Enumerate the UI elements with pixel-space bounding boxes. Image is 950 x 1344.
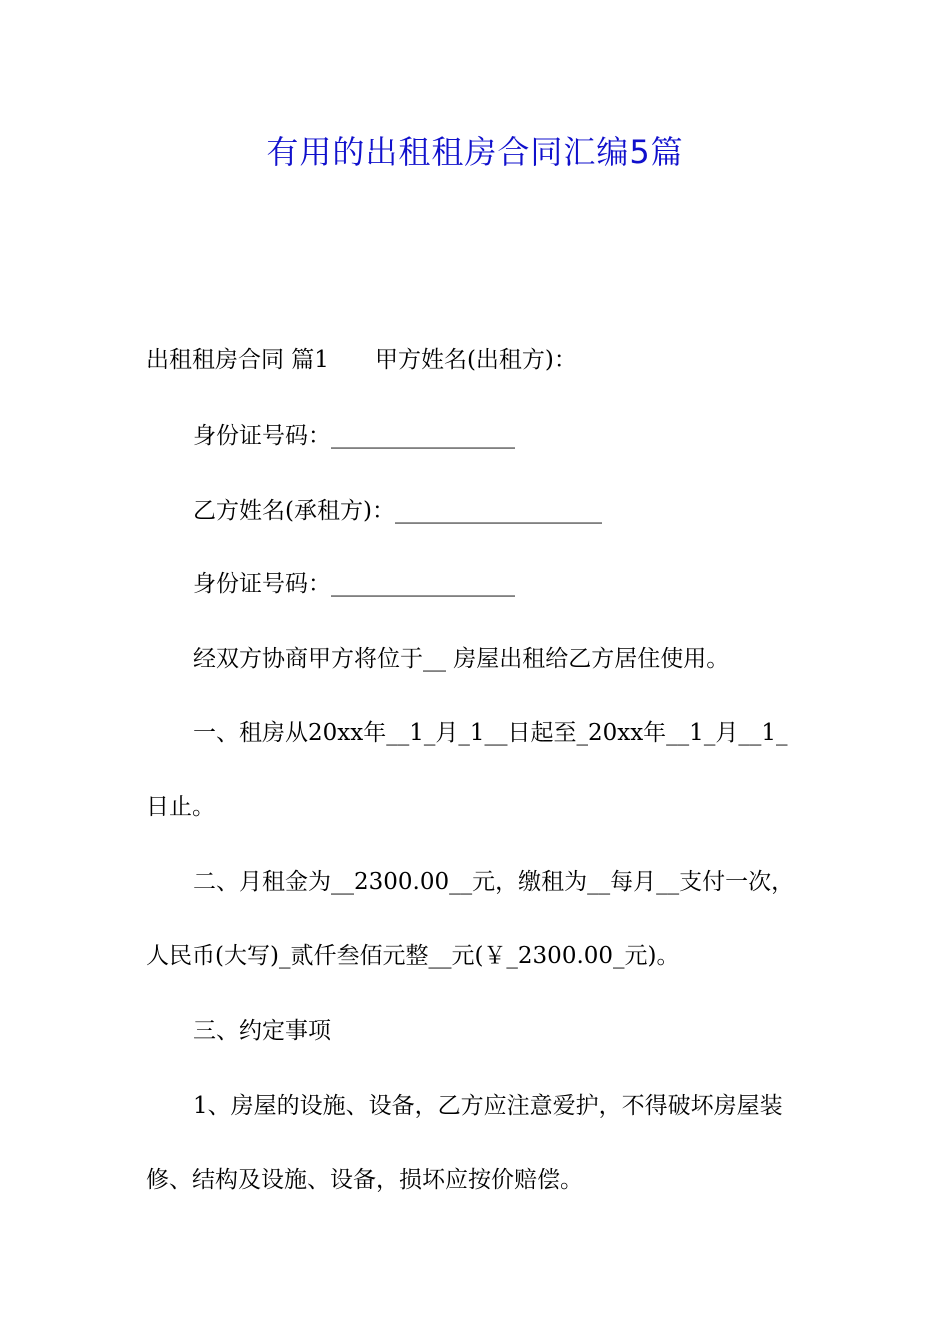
clause-2-line-1: 二、月租金为__2300.00__元，缴租为__每月__支付一次， (193, 869, 795, 895)
clause-2-line-2: 人民币(大写)_贰仟叁佰元整__元(￥_2300.00_元)。 (146, 943, 680, 969)
party-a-id-line: 身份证号码：________________ (193, 423, 515, 449)
agreement-paragraph: 经双方协商甲方将位于__ 房屋出租给乙方居住使用。 (193, 646, 730, 672)
clause-3-heading: 三、约定事项 (193, 1018, 331, 1044)
contract-heading-line (146, 342, 826, 378)
document-title: 有用的出租租房合同汇编5篇 (266, 133, 684, 171)
party-b-name-line: 乙方姓名(承租方)：__________________ (193, 498, 602, 524)
clause-3-item-1-line-2: 修、结构及设施、设备，损坏应按价赔偿。 (146, 1167, 583, 1193)
clause-1-line-2: 日止。 (146, 794, 215, 820)
party-b-id-line: 身份证号码：________________ (193, 571, 515, 597)
clause-1-line-1: 一、租房从20xx年__1_月_1__日起至_20xx年__1_月__1_ (193, 720, 788, 746)
party-a-name-label: 甲方姓名(出租方)： (374, 347, 577, 373)
contract-heading: 出租租房合同 篇1 (146, 347, 329, 373)
clause-3-item-1-line-1: 1、房屋的设施、设备，乙方应注意爱护，不得破坏房屋装 (193, 1093, 783, 1119)
